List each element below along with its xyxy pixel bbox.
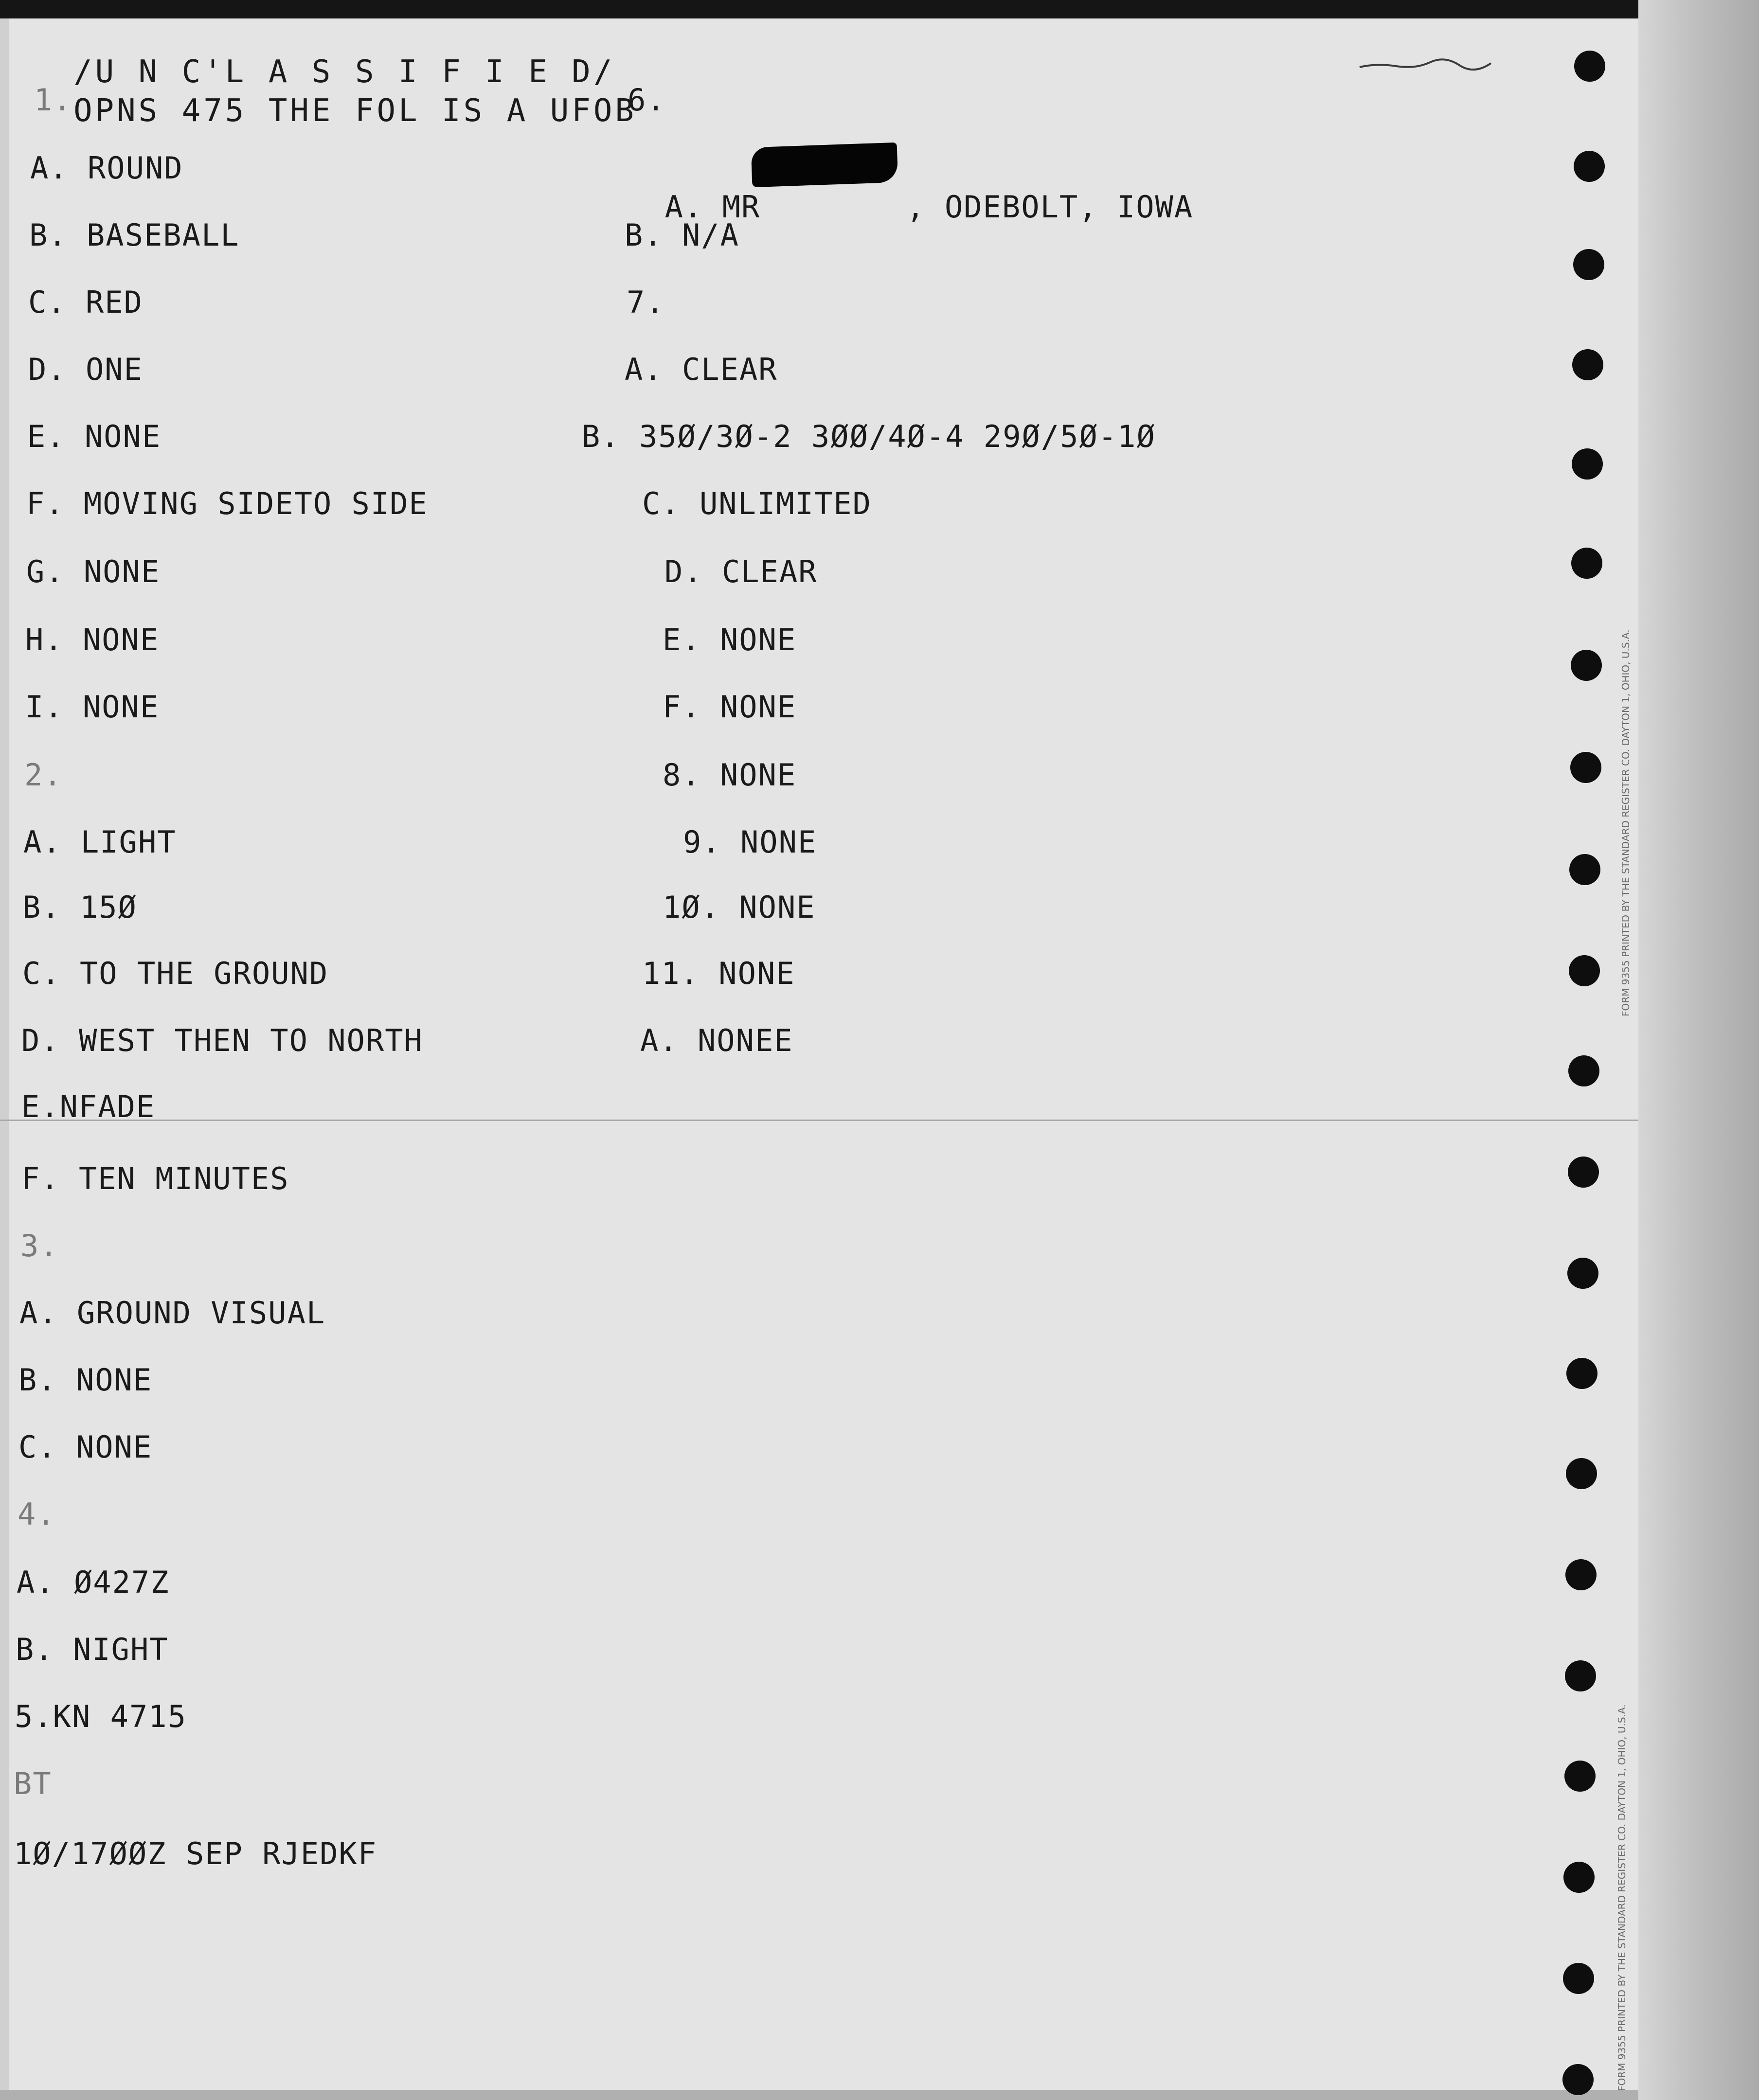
right-item-7d: D. CLEAR <box>664 554 818 589</box>
tractor-feed-hole <box>1565 1660 1596 1691</box>
message-header <box>30 14 637 130</box>
right-item-7e: E. NONE <box>663 622 797 658</box>
left-item-4b: B. NIGHT <box>16 1632 169 1667</box>
left-item-3a: A. GROUND VISUAL <box>19 1295 326 1331</box>
left-item-2b: B. 15Ø <box>22 890 137 925</box>
tractor-feed-hole <box>1573 249 1604 280</box>
left-item-4a: A. Ø427Z <box>17 1565 170 1600</box>
left-item-1h: H. NONE <box>25 622 160 658</box>
tractor-feed-hole <box>1571 548 1602 579</box>
right-item-8: 8. NONE <box>663 757 797 793</box>
tractor-feed-hole <box>1574 51 1605 82</box>
redaction-bar <box>751 142 898 187</box>
classification-label: /U N C'L A S S I F I E D/ <box>73 54 615 90</box>
header-text: OPNS 475 THE FOL IS A UFOB <box>73 93 637 129</box>
tractor-feed-hole <box>1569 955 1600 986</box>
left-item-2e: E.NFADE <box>21 1089 156 1124</box>
tractor-feed-hole <box>1567 1258 1598 1289</box>
tractor-feed-hole <box>1566 1358 1597 1389</box>
tractor-feed-hole <box>1572 448 1603 480</box>
left-item-1d: D. ONE <box>28 352 143 387</box>
bottom-edge <box>0 2090 1638 2100</box>
left-item-2: 2. <box>24 757 63 793</box>
tractor-feed-hole <box>1574 151 1605 182</box>
form-printer-imprint-lower: FORM 9355 PRINTED BY THE STANDARD REGISTER CO. DAYTON 1, OHIO, U.S.A. <box>1616 1704 1628 2091</box>
left-item-1c: C. RED <box>28 285 143 320</box>
left-item-1b: B. BASEBALL <box>29 217 240 253</box>
left-item-3b: B. NONE <box>18 1362 153 1398</box>
right-item-7b: B. 35Ø/3Ø-2 3ØØ/4Ø-4 29Ø/5Ø-1Ø <box>582 419 1156 454</box>
right-item-7: 7. <box>627 285 665 320</box>
tractor-feed-hole <box>1572 349 1603 380</box>
right-item-9: 9. NONE <box>683 824 817 860</box>
right-item-11a: A. NONEE <box>640 1023 793 1058</box>
date-time-group: 1Ø/17ØØZ SEP RJEDKF <box>14 1836 377 1871</box>
left-item-3: 3. <box>20 1228 59 1264</box>
right-item-7c: C. UNLIMITED <box>642 486 872 521</box>
left-item-bt: BT <box>14 1766 52 1801</box>
handwritten-mark <box>1357 53 1493 73</box>
left-item-4: 4. <box>18 1496 56 1532</box>
tractor-feed-hole <box>1565 1559 1597 1590</box>
left-item-1a: A. ROUND <box>30 150 183 186</box>
page-fold-line <box>0 1120 1638 1121</box>
right-item-6a <box>627 149 1193 227</box>
tractor-feed-hole <box>1569 854 1600 885</box>
right-item-6: 6. <box>628 82 666 118</box>
left-item-1e: E. NONE <box>27 419 162 454</box>
left-item-3c: C. NONE <box>18 1429 153 1465</box>
tractor-feed-hole <box>1563 1862 1595 1893</box>
tractor-feed-hole <box>1562 2064 1594 2095</box>
tractor-feed-hole <box>1564 1761 1596 1792</box>
tractor-feed-hole <box>1563 1963 1594 1994</box>
right-item-11: 11. NONE <box>642 956 795 991</box>
right-item-6a-prefix: A. MR <box>664 189 761 225</box>
right-item-6b: B. N/A <box>625 217 739 253</box>
left-item-1f: F. MOVING SIDETO SIDE <box>26 486 428 521</box>
tractor-feed-hole <box>1566 1458 1597 1489</box>
right-item-7f: F. NONE <box>663 689 797 725</box>
left-item-5: 5.KN 4715 <box>15 1699 187 1734</box>
left-item-2c: C. TO THE GROUND <box>22 956 329 991</box>
left-item-1i: I. NONE <box>25 689 160 725</box>
right-item-7a: A. CLEAR <box>625 352 778 387</box>
form-printer-imprint: FORM 9355 PRINTED BY THE STANDARD REGISTER CO. DAYTON 1, OHIO, U.S.A. <box>1620 629 1632 1016</box>
left-item-2a: A. LIGHT <box>23 824 177 860</box>
right-item-10: 1Ø. NONE <box>663 890 816 925</box>
tractor-feed-hole <box>1568 1055 1599 1086</box>
tractor-feed-hole <box>1570 752 1601 783</box>
left-item-2f: F. TEN MINUTES <box>21 1161 289 1196</box>
right-item-6a-location: , ODEBOLT, IOWA <box>906 189 1194 225</box>
page-margin-shadow <box>1638 0 1759 2100</box>
tractor-feed-hole <box>1568 1157 1599 1188</box>
left-item-2d: D. WEST THEN TO NORTH <box>21 1023 423 1058</box>
left-item-1: 1. <box>34 82 72 118</box>
left-item-1g: G. NONE <box>26 554 161 589</box>
tractor-feed-hole <box>1571 650 1602 681</box>
